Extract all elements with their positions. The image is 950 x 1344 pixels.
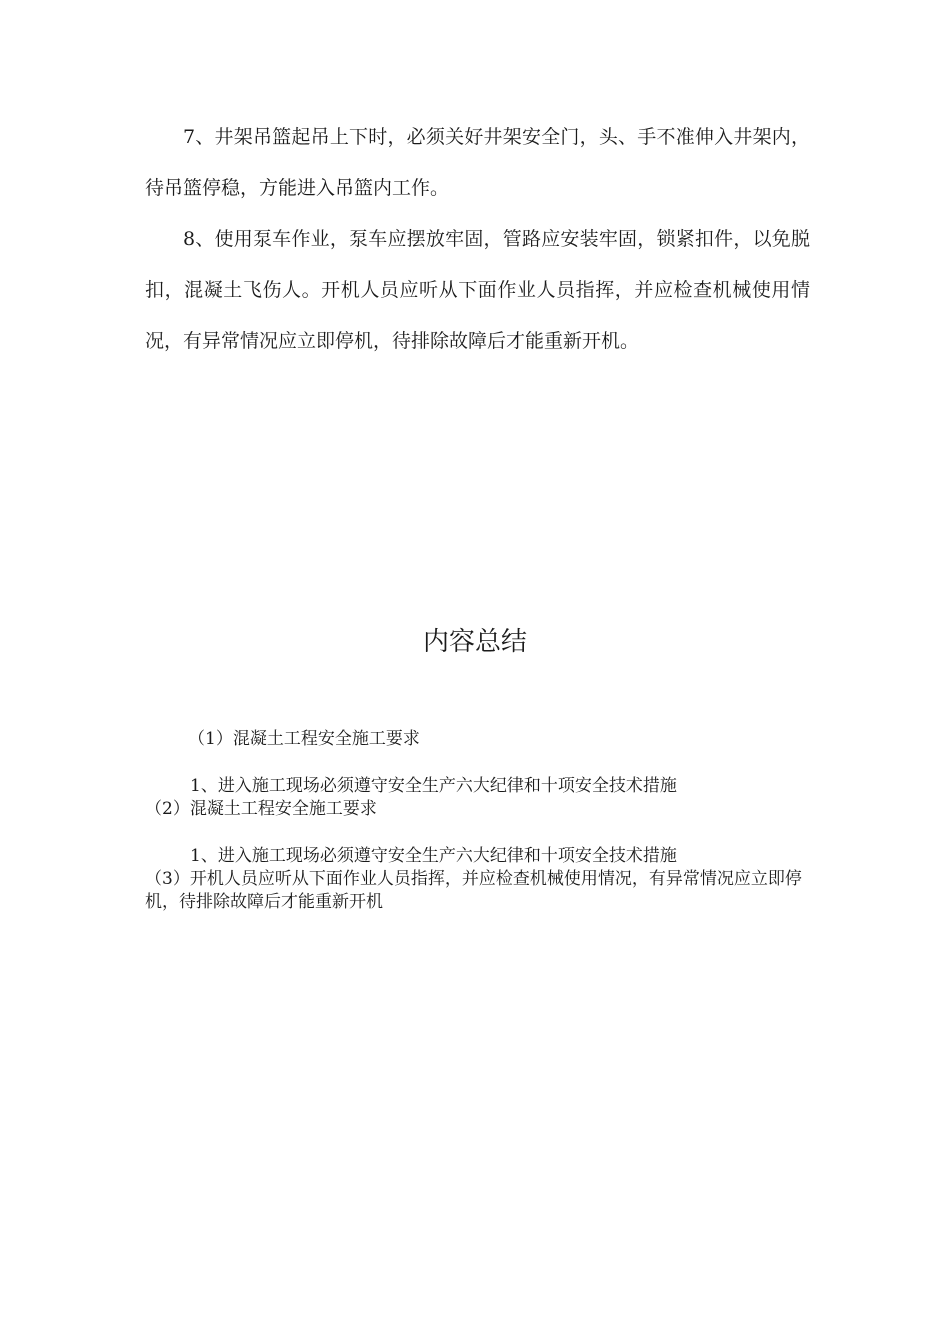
summary-item-2-line-2: （2）混凝土工程安全施工要求	[145, 799, 377, 819]
summary-item-3-line-2: （3）开机人员应听从下面作业人员指挥，并应检查机械使用情况，有异常情况应立即停机，待排除故障后才能重新开机	[145, 869, 802, 912]
paragraph-item-8: 8、使用泵车作业，泵车应摆放牢固，管路应安装牢固，锁紧扣件，以免脱扣，混凝土飞伤人。开机人员应听从下面作业人员指挥，并应检查机械使用情况，有异常情况应立即停机，待排除故障后才能重新开机。	[145, 228, 810, 352]
summary-item-2-line-1: 1、进入施工现场必须遵守安全生产六大纪律和十项安全技术措施	[190, 776, 677, 796]
summary-item-2	[145, 775, 810, 821]
summary-item-3	[145, 845, 810, 914]
summary-item-3-line-1: 1、进入施工现场必须遵守安全生产六大纪律和十项安全技术措施	[190, 846, 677, 866]
paragraph-item-7: 7、井架吊篮起吊上下时，必须关好井架安全门，头、手不准伸入井架内，待吊篮停稳，方能进入吊篮内工作。	[145, 126, 810, 199]
summary-item-1: （1）混凝土工程安全施工要求	[188, 729, 420, 749]
summary-title: 内容总结	[422, 627, 527, 657]
